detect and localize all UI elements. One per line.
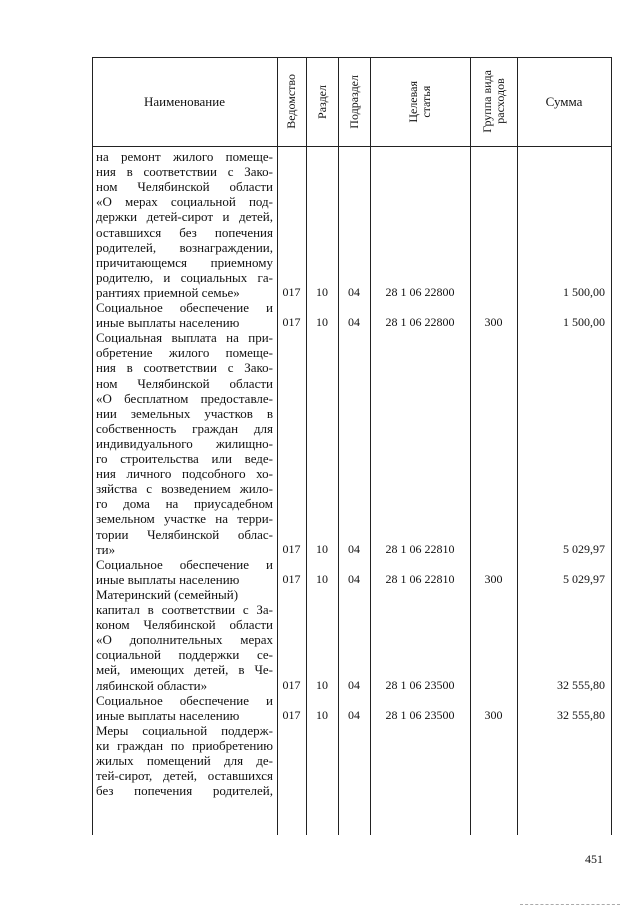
name-line: Социальное обеспечение и (96, 692, 273, 708)
name-line: индивидуального жилищно- (96, 435, 273, 451)
summa-cell: 1 500,00 (563, 315, 605, 330)
vedomstvo-cell: 017 (282, 707, 301, 722)
name-line: лябинской области» (96, 677, 208, 693)
name-line: капитал в соответствии с За- (96, 602, 273, 617)
name-line: Социальное обеспечение и (96, 300, 273, 315)
header-podrazdel: Подраздел (346, 74, 361, 129)
name-line: причитающемся приемному (96, 254, 273, 270)
podrazdel-cell: 04 (348, 707, 360, 722)
vedomstvo-cell: 017 (282, 315, 301, 330)
header-vedomstvo: Ведомство (284, 74, 298, 129)
name-line: оставшихся без попечения (96, 224, 273, 240)
celevaya-statya-cell: 28 1 06 22810 (385, 541, 455, 556)
celevaya-statya-cell: 28 1 06 22800 (385, 284, 455, 299)
razdel-cell: 10 (316, 707, 328, 722)
razdel-cell: 10 (316, 677, 328, 692)
summa-cell: 32 555,80 (557, 677, 605, 692)
name-line: тей-сирот, детей, оставшихся (96, 768, 273, 784)
name-line: Меры социальной поддерж- (96, 722, 273, 738)
header-summa: Сумма (545, 93, 583, 109)
podrazdel-cell: 04 (348, 541, 360, 556)
name-line: держки детей-сирот и детей, (96, 209, 273, 225)
name-line: ном Челябинской области (96, 375, 273, 391)
name-line: земельном участке на терри- (96, 511, 273, 527)
name-line: го дома на приусадебном (96, 496, 273, 512)
vedomstvo-cell: 017 (282, 677, 301, 692)
name-line: «О бесплатном предоставле- (96, 390, 273, 406)
name-line: ния в соответствии с Зако- (96, 164, 273, 180)
name-line: «О мерах социальной под- (96, 194, 273, 210)
header-gruppa-vida-rashodov: Группа вида расходов (479, 70, 507, 133)
header-razdel: Раздел (314, 84, 329, 119)
name-line: родителей, вознаграждении, (96, 239, 273, 255)
podrazdel-cell: 04 (348, 315, 360, 330)
vedomstvo-cell: 017 (282, 541, 301, 556)
name-line: рантиях приемной семье» (96, 284, 240, 300)
name-line: на ремонт жилого помеще- (96, 149, 273, 164)
name-line: ти» (96, 541, 116, 557)
celevaya-statya-cell: 28 1 06 23500 (385, 677, 455, 692)
name-line: иные выплаты населению (96, 571, 240, 587)
name-line: жилых помещений для де- (96, 753, 273, 768)
celevaya-statya-cell: 28 1 06 22810 (385, 571, 455, 586)
name-line: нии земельных участков в (96, 405, 273, 421)
name-line: собственность граждан для (96, 420, 273, 436)
name-line: зяйства с возведением жило- (96, 481, 273, 497)
celevaya-statya-cell: 28 1 06 22800 (385, 315, 455, 330)
col-border (611, 57, 612, 835)
razdel-cell: 10 (316, 571, 328, 586)
gruppa-cell: 300 (484, 315, 503, 330)
name-line: го строительства или веде- (96, 451, 273, 466)
page-number: 451 (585, 852, 603, 866)
name-line: тории Челябинской облас- (96, 526, 273, 542)
gruppa-cell: 300 (484, 571, 503, 586)
summa-cell: 5 029,97 (563, 541, 605, 556)
name-line: обретение жилого помеще- (96, 345, 273, 361)
name-line: коном Челябинской области (96, 617, 273, 633)
summa-cell: 5 029,97 (563, 571, 605, 586)
header-name: Наименование (144, 93, 225, 109)
name-line: Социальное обеспечение и (96, 556, 273, 572)
name-line: мей, имеющих детей, в Че- (96, 662, 273, 678)
col-border (92, 57, 93, 835)
name-line: без попечения родителей, (96, 783, 273, 799)
vedomstvo-cell: 017 (282, 284, 301, 299)
name-line: ния личного подсобного хо- (96, 466, 273, 482)
header-bottom-border (92, 146, 611, 147)
celevaya-statya-cell: 28 1 06 23500 (385, 707, 455, 722)
name-line: социальной поддержки се- (96, 647, 273, 663)
razdel-cell: 10 (316, 315, 328, 330)
vedomstvo-cell: 017 (282, 571, 301, 586)
podrazdel-cell: 04 (348, 571, 360, 586)
razdel-cell: 10 (316, 541, 328, 556)
podrazdel-cell: 04 (348, 284, 360, 299)
name-line: иные выплаты населению (96, 707, 240, 723)
name-line: родителю, и социальных га- (96, 269, 273, 285)
name-line: Социальная выплата на при- (96, 330, 273, 346)
gruppa-cell: 300 (484, 707, 503, 722)
name-line: ном Челябинской области (96, 179, 273, 195)
name-line: Материнский (семейный) (96, 586, 239, 602)
podrazdel-cell: 04 (348, 677, 360, 692)
name-line: ки граждан по приобретению (96, 737, 273, 753)
header-celevaya-statya: Целевая статья (406, 80, 433, 123)
name-line: иные выплаты населению (96, 315, 240, 331)
razdel-cell: 10 (316, 284, 328, 299)
summa-cell: 32 555,80 (557, 707, 605, 722)
name-line: «О дополнительных мерах (96, 632, 273, 648)
summa-cell: 1 500,00 (563, 284, 605, 299)
name-line: ния в соответствии с Зако- (96, 360, 273, 376)
